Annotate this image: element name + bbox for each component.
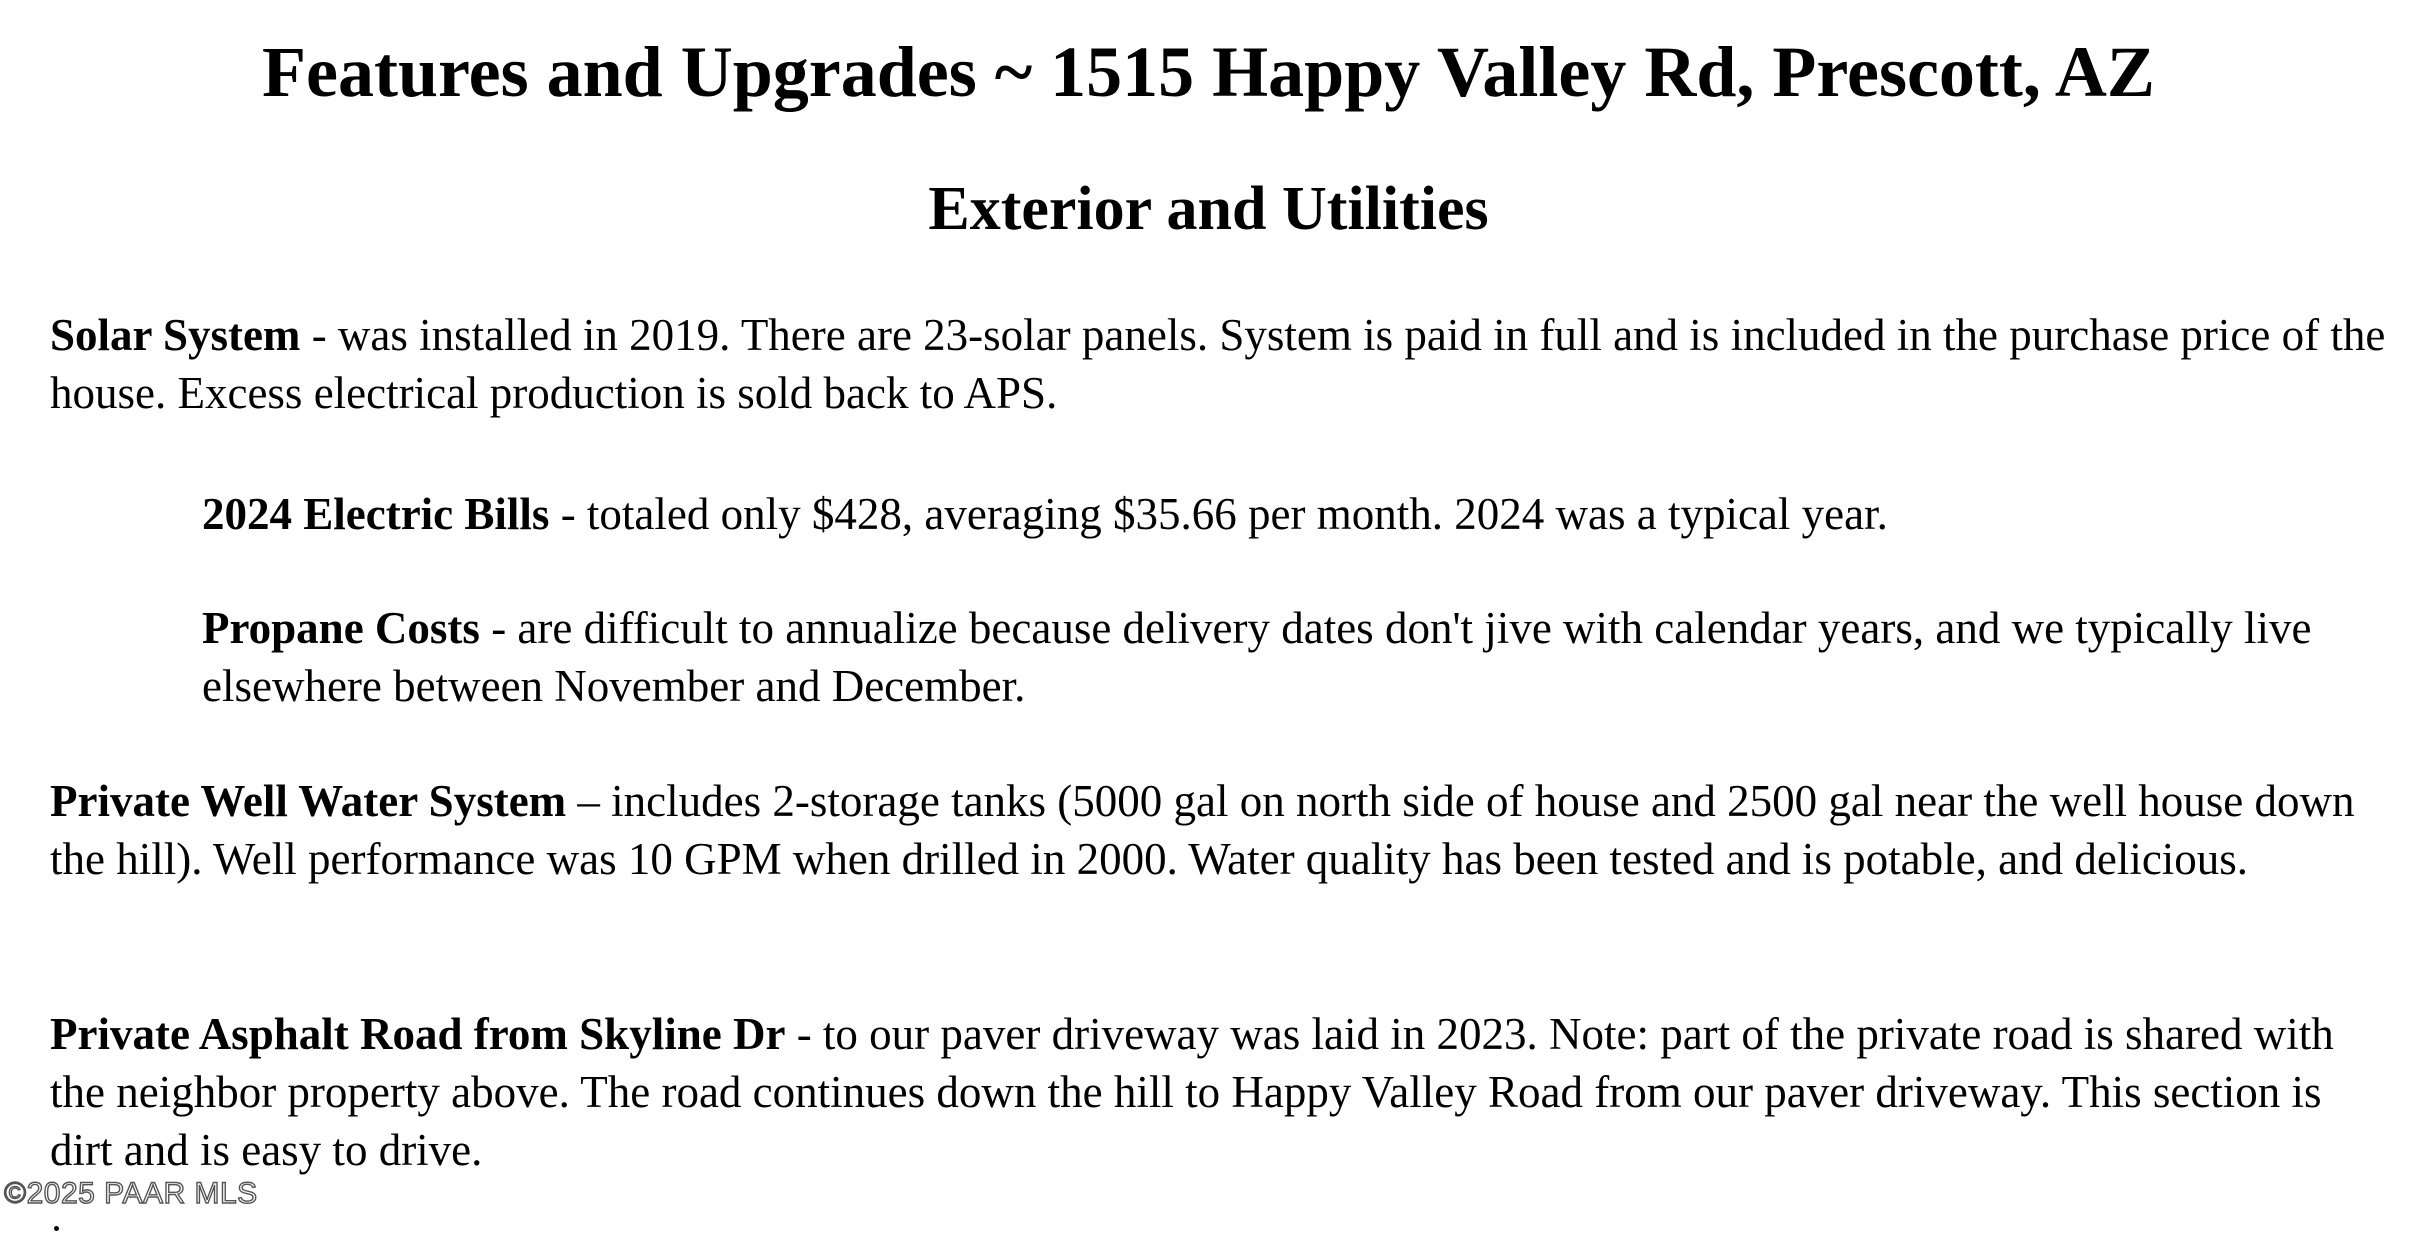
paragraph-label: Private Asphalt Road from Skyline Dr (50, 1009, 786, 1059)
paragraph-propane-costs (202, 599, 2362, 715)
page-title: Features and Upgrades ~ 1515 Happy Valley Rd, Prescott, AZ (262, 32, 2155, 112)
paragraph-text: - totaled only $428, averaging $35.66 per month. 2024 was a typical year. (549, 489, 1888, 539)
paragraph-solar-system (50, 306, 2395, 422)
paragraph-text: - are difficult to annualize because delivery dates don't jive with calendar years, and we typically live elsewhere between November and December. (202, 603, 2312, 711)
paragraph-text: - was installed in 2019. There are 23-solar panels. System is paid in full and is included in the purchase price of the house. Excess electrical production is sold back to APS. (50, 310, 2386, 418)
paragraph-label: Private Well Water System (50, 776, 567, 826)
paragraph-text: – includes 2-storage tanks (5000 gal on north side of house and 2500 gal near the well house down the hill). Well performance was 10 GPM when drilled in 2000. Water quality has been tested and is potable, and delicious. (50, 776, 2355, 884)
paragraph-asphalt-road (50, 1005, 2395, 1179)
paragraph-label: Propane Costs (202, 603, 480, 653)
paragraph-electric-bills (202, 485, 2362, 543)
copyright-watermark: ©2025 PAAR MLS (4, 1177, 258, 1210)
paragraph-label: 2024 Electric Bills (202, 489, 550, 539)
paragraph-well-water-system (50, 772, 2395, 888)
section-heading-exterior-utilities: Exterior and Utilities (928, 175, 1489, 243)
paragraph-text: - to our paver driveway was laid in 2023. Note: part of the private road is shared with the neighbor property above. The road continues down the hill to Happy Valley Road from our paver driveway. This section is dirt and is easy to drive. (50, 1009, 2334, 1175)
stray-dot-mark (54, 1226, 59, 1231)
paragraph-label: Solar System (50, 310, 301, 360)
